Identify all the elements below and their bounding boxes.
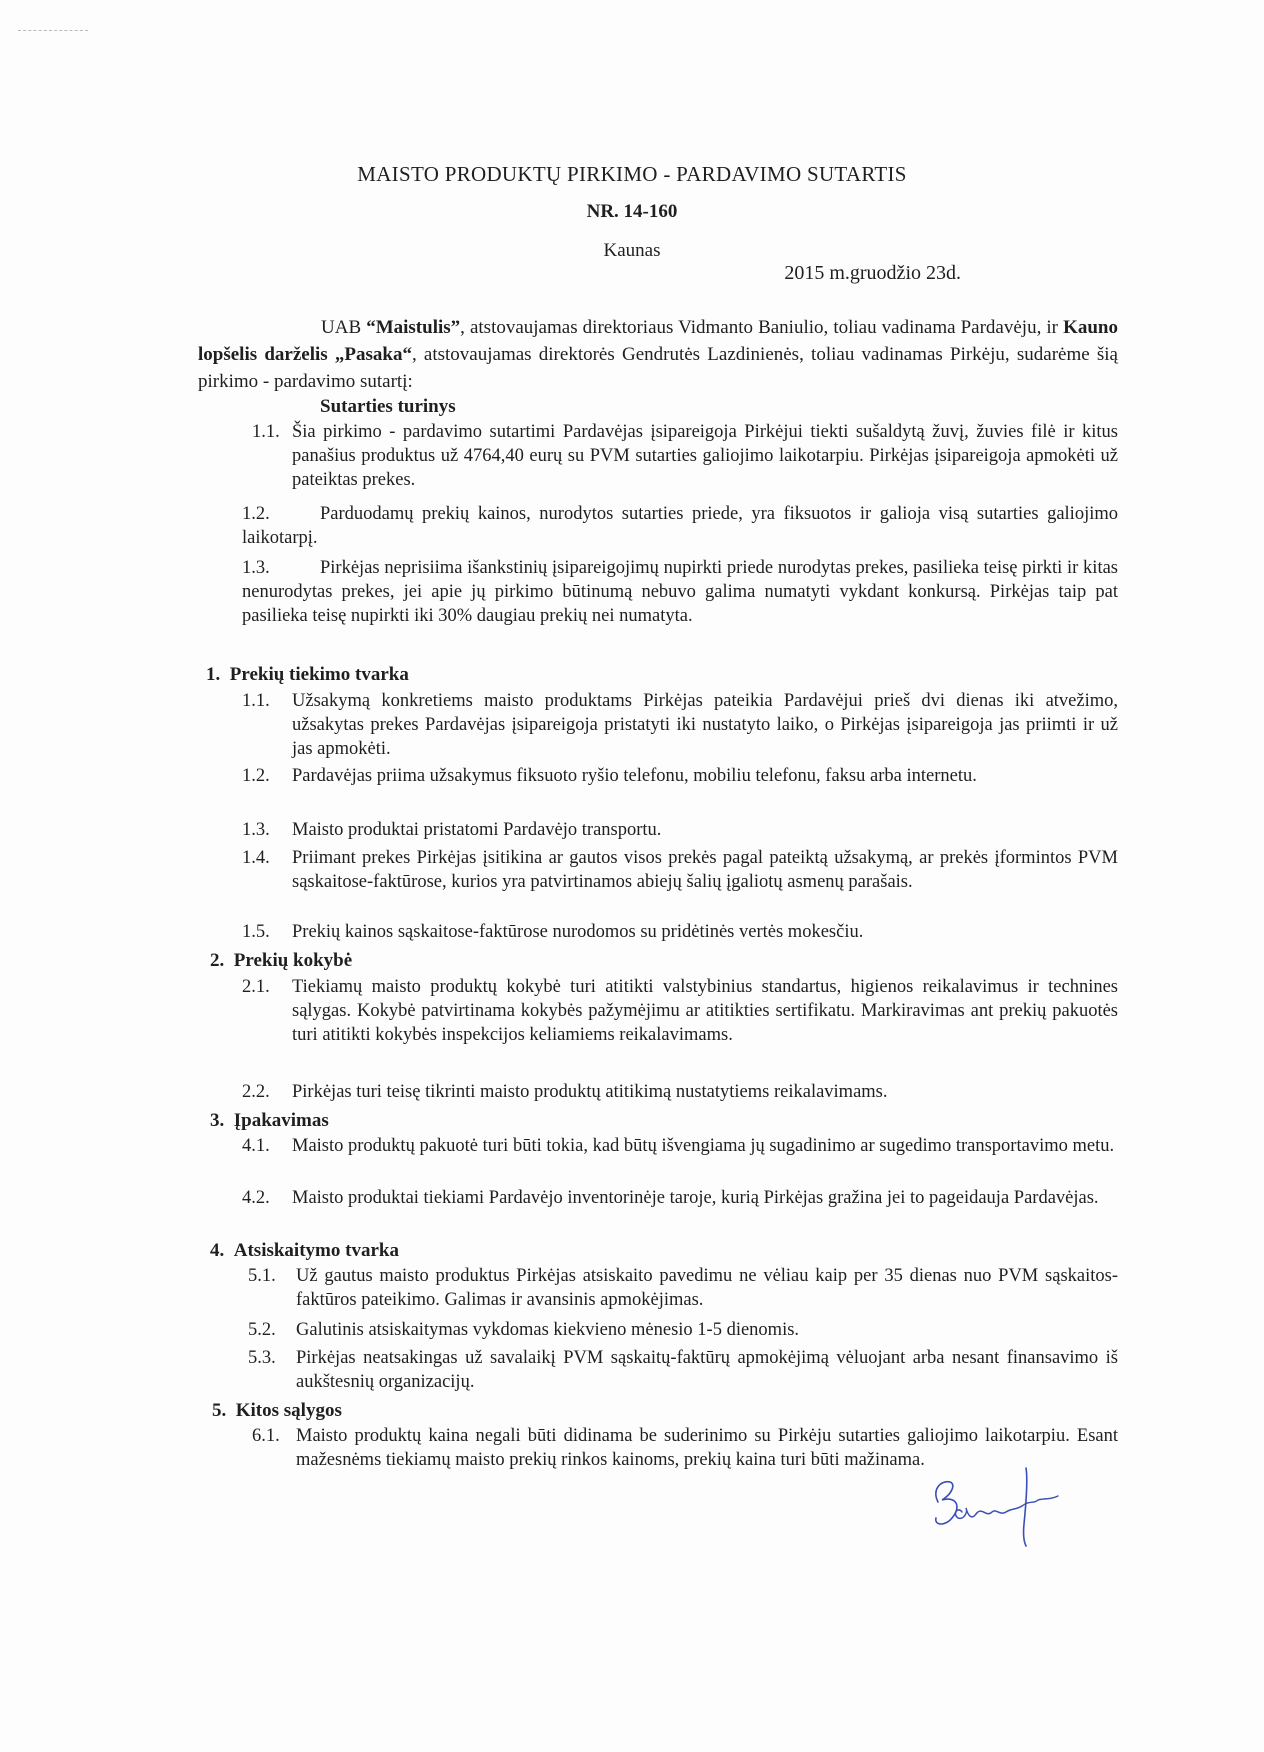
section-title: Kitos sąlygos [235, 1400, 342, 1421]
item-number: 2.1. [242, 977, 270, 997]
section-title-other [212, 1400, 342, 1422]
item-number: 5.3. [248, 1348, 276, 1368]
section-number: 5. [212, 1400, 227, 1421]
list-item [248, 1264, 1118, 1312]
list-item [242, 1186, 1118, 1210]
item-text: Tiekiamų maisto produktų kokybė turi atitikti valstybinius standartus, higienos reikalavimus ir technines sąlygas. Kokybė patvirtinama kokybės pažymėjimu ar atitikties sertifikatu. Markiravimas ant prekių pakuotės turi atitikti kokybės inspekcijos keliamiems reikalavimams. [292, 977, 1118, 1045]
intro-text-2: , atstovaujamas direktoriaus Vidmanto Baniulio, toliau vadinama Pardavėju, ir [460, 317, 1064, 338]
list-item [242, 1134, 1118, 1158]
item-number: 1.1. [252, 422, 280, 442]
list-item [242, 975, 1118, 1047]
item-number: 5.1. [248, 1266, 276, 1286]
list-item [242, 1080, 1118, 1104]
section-title-contents: Sutarties turinys [320, 396, 456, 417]
section-title-payment [210, 1240, 399, 1262]
item-text: Galutinis atsiskaitymas vykdomas kiekvieno mėnesio 1-5 dienomis. [296, 1320, 800, 1340]
section-title: Prekių kokybė [233, 950, 353, 971]
list-item [252, 420, 1118, 492]
item-text: Priimant prekes Pirkėjas įsitikina ar gautos visos prekės pagal pateiktą užsakymą, ar prekės įformintos PVM sąskaitose-faktūrose, kurios yra patvirtinamos abiejų šalių įgaliotų asmenų parašais. [292, 848, 1118, 892]
seller-name: “Maistulis” [366, 317, 461, 338]
list-item [242, 818, 1118, 842]
scan-artifact [18, 30, 88, 35]
item-text: Pardavėjas priima užsakymus fiksuoto ryšio telefonu, mobiliu telefonu, faksu arba internetu. [292, 766, 977, 786]
list-item [242, 764, 1118, 788]
item-text: Pirkėjas neatsakingas už savalaikį PVM sąskaitų-faktūrų apmokėjimą vėluojant arba nesant finansavimo iš aukštesnių organizacijų. [296, 1348, 1118, 1392]
item-number: 1.5. [242, 922, 270, 942]
item-text: Prekių kainos sąskaitose-faktūrose nurodomos su pridėtinės vertės mokesčiu. [292, 922, 864, 942]
item-number: 6.1. [252, 1426, 280, 1446]
item-text: Užsakymą konkretiems maisto produktams Pirkėjas pateikia Pardavėjui prieš dvi dienas iki atvežimo, užsakytas prekes Pardavėjas įsipareigoja pristatyti iki nustatyto laiko, o Pirkėjas įsipareigoja jas priimti ir už jas apmokėti. [292, 691, 1118, 759]
item-number: 4.1. [242, 1136, 270, 1156]
section-title-packaging [210, 1110, 329, 1132]
item-text: Maisto produktų kaina negali būti didinama be suderinimo su Pirkėju sutarties galiojimo laikotarpiu. Esant mažesnėms tiekiamų maisto prekių rinkos kainoms, prekių kaina turi būti mažinama. [296, 1426, 1118, 1470]
section-number: 1. [206, 664, 221, 685]
list-item [242, 846, 1118, 894]
intro-text-3: , atstovaujamas direktorės Gendrutės Lazdinienės, toliau vadinamas Pirkėju, sudarėme šią pirkimo - pardavimo sutartį: [198, 344, 1118, 392]
contract-date: 2015 m.gruodžio 23d. [784, 262, 961, 284]
intro-text-1: UAB [321, 317, 367, 338]
section-title: Prekių tiekimo tvarka [229, 664, 409, 685]
contract-number: NR. 14-160 [586, 201, 678, 222]
item-number: 1.2. [242, 766, 270, 786]
list-item [242, 689, 1118, 761]
item-text: Maisto produktai tiekiami Pardavėjo inventorinėje taroje, kurią Pirkėjas gražina jei to pageidauja Pardavėjas. [292, 1188, 1099, 1208]
section-number: 3. [210, 1110, 225, 1131]
list-item [248, 1346, 1118, 1394]
intro-paragraph [198, 314, 1118, 395]
section-title-delivery [206, 664, 409, 686]
section-title: Atsiskaitymo tvarka [233, 1240, 399, 1261]
list-item [248, 1318, 1118, 1342]
item-number: 1.4. [242, 848, 270, 868]
section-number: 2. [210, 950, 225, 971]
item-text: Šia pirkimo - pardavimo sutartimi Pardavėjas įsipareigoja Pirkėjui tiekti sušaldytą žuvį, žuvies filė ir kitus panašius produktus už 4764,40 eurų su PVM sutarties galiojimo laikotarpiu. Pirkėjas įsipareigoja apmokėti už pateiktas prekes. [292, 422, 1118, 490]
list-item [242, 920, 1118, 944]
list-item [242, 502, 1118, 550]
contract-city: Kaunas [603, 240, 661, 261]
item-number: 1.2. [242, 504, 270, 524]
item-text: Už gautus maisto produktus Pirkėjas atsiskaito pavedimu ne vėliau kaip per 35 dienas nuo PVM sąskaitos-faktūros pateikimo. Galimas ir avansinis apmokėjimas. [296, 1266, 1118, 1310]
item-number: 1.3. [242, 820, 270, 840]
section-title: Įpakavimas [233, 1110, 329, 1131]
item-number: 1.1. [242, 691, 270, 711]
item-number: 2.2. [242, 1082, 270, 1102]
item-text: Pirkėjas turi teisę tikrinti maisto produktų atitikimą nustatytiems reikalavimams. [292, 1082, 888, 1102]
document-title: MAISTO PRODUKTŲ PIRKIMO - PARDAVIMO SUTARTIS [357, 162, 907, 186]
item-text: Maisto produktų pakuotė turi būti tokia, kad būtų išvengiama jų sugadinimo ar sugedimo transportavimo metu. [292, 1136, 1115, 1156]
item-number: 5.2. [248, 1320, 276, 1340]
item-text: Parduodamų prekių kainos, nurodytos sutarties priede, yra fiksuotos ir galioja visą sutarties galiojimo laikotarpį. [242, 504, 1118, 548]
item-number: 1.3. [242, 558, 270, 578]
item-text: Maisto produktai pristatomi Pardavėjo transportu. [292, 820, 662, 840]
signature [926, 1460, 1096, 1550]
list-item [242, 556, 1118, 628]
section-number: 4. [210, 1240, 225, 1261]
item-number: 4.2. [242, 1188, 270, 1208]
item-text: Pirkėjas neprisiima išankstinių įsipareigojimų nupirkti priede nurodytas prekes, pasilieka teisę pirkti ir kitas nenurodytas prekes, jei apie jų pirkimo būtinumą nebuvo galima numatyti vykdant konkursą. Pirkėjas taip pat pasilieka teisę nupirkti iki 30% daugiau prekių nei numatyta. [242, 558, 1118, 626]
buyer-name: Kauno lopšelis darželis „Pasaka“ [198, 317, 1118, 365]
section-title-quality [210, 950, 352, 972]
